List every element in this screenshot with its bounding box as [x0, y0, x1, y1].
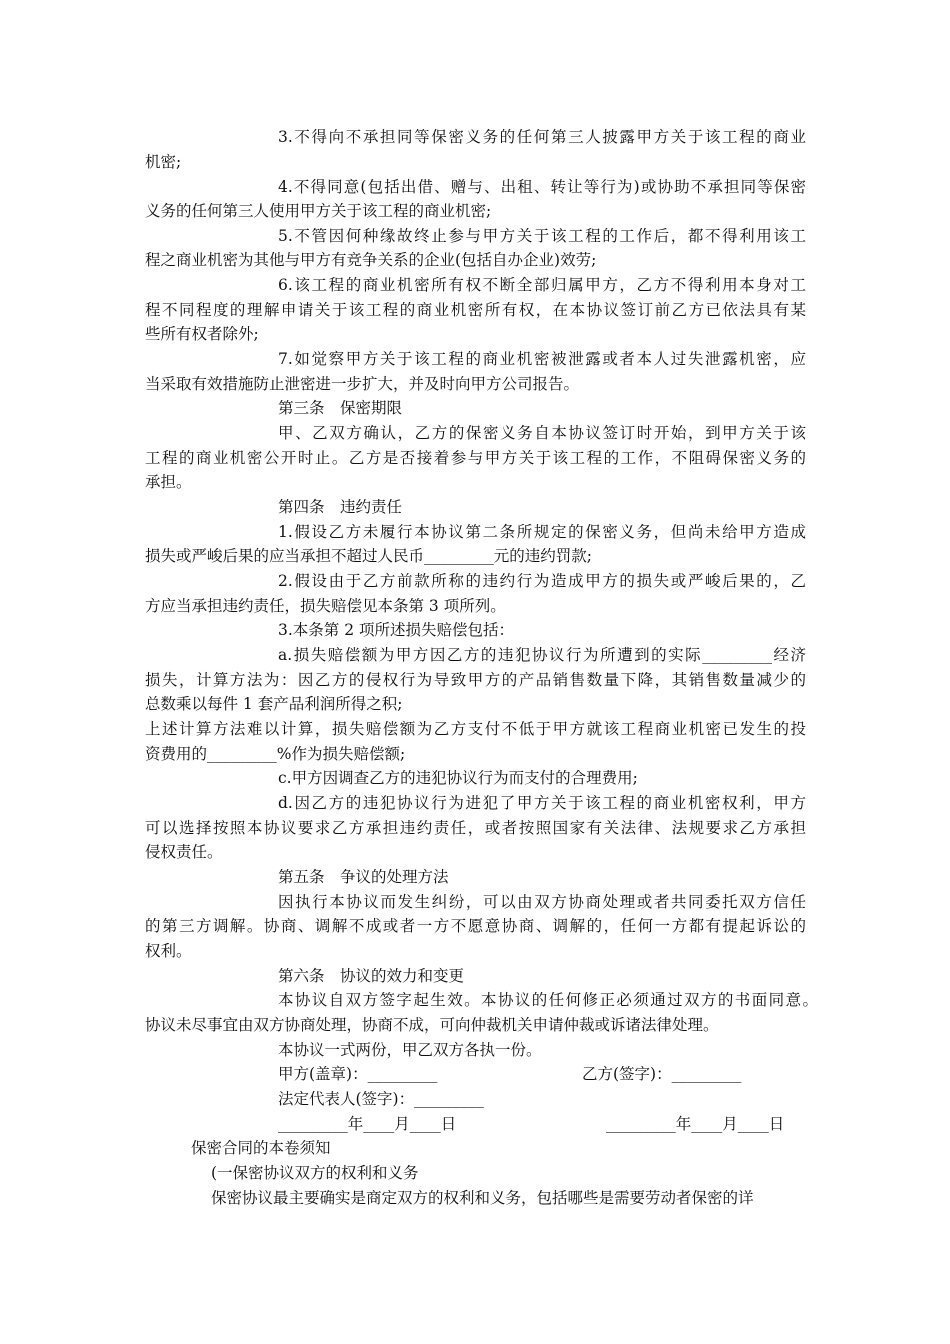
clause-line: 因执行本协议而发生纠纷，可以由双方协商处理或者共同委托双方信任: [278, 893, 806, 911]
clause-line: 机密;: [145, 153, 182, 171]
party-b-date-line: _________年____月____日: [606, 1115, 785, 1133]
clause-line: 协议未尽事宜由双方协商处理，协商不成，可向仲裁机关申请仲裁或诉诸法律处理。: [145, 1016, 719, 1034]
clause-line: 当采取有效措施防止泄密进一步扩大，并及时向甲方公司报告。: [145, 375, 580, 393]
clause-line: 甲、乙双方确认，乙方的保密义务自本协议签订时开始，到甲方关于该: [278, 424, 806, 442]
clause-line: d.因乙方的违犯协议行为进犯了甲方关于该工程的商业机密权利，甲方: [278, 794, 806, 812]
clause-line: 方应当承担违约责任，损失赔偿见本条第 3 项所列。: [145, 597, 506, 615]
party-b-signature-line: 乙方(签字)：_________: [582, 1065, 742, 1083]
clause-line: 义务的任何第三人使用甲方关于该工程的商业机密;: [145, 202, 492, 220]
clause-line: 权利。: [145, 942, 192, 960]
clause-line: a.损失赔偿额为甲方因乙方的违犯协议行为所遭到的实际_________经济: [278, 646, 806, 664]
clause-line: 1.假设乙方未履行本协议第二条所规定的保密义务，但尚未给甲方造成: [278, 523, 806, 541]
legal-representative-line: 法定代表人(签字)：_________: [278, 1090, 484, 1108]
clause-line: 5.不管因何种缘故终止参与甲方关于该工程的工作后，都不得利用该工: [278, 227, 806, 245]
clause-line: 4.不得同意(包括出借、赠与、出租、转让等行为)或协助不承担同等保密: [278, 178, 806, 196]
clause-line: 7.如觉察甲方关于该工程的商业机密被泄露或者本人过失泄露机密，应: [278, 350, 806, 368]
article-heading: 第四条 违约责任: [278, 498, 403, 516]
clause-line: 程之商业机密为其他与甲方有竞争关系的企业(包括自办企业)效劳;: [145, 251, 597, 269]
clause-line: 本协议自双方签字起生效。本协议的任何修正必须通过双方的书面同意。: [278, 991, 818, 1009]
clause-line: 的第三方调解。协商、调解不成或者一方不愿意协商、调解的，任何一方都有提起诉讼的: [145, 917, 806, 935]
section-title: 保密合同的本卷须知: [191, 1139, 331, 1157]
clause-line: 6.该工程的商业机密所有权不断全部归属甲方，乙方不得利用本身对工: [278, 276, 806, 294]
clause-line: 2.假设由于乙方前款所称的违约行为造成甲方的损失或严峻后果的，乙: [278, 572, 806, 590]
clause-line: 些所有权者除外;: [145, 325, 259, 343]
party-a-seal-line: 甲方(盖章)：_________: [278, 1065, 438, 1083]
clause-line: 可以选择按照本协议要求乙方承担违约责任，或者按照国家有关法律、法规要求乙方承担: [145, 819, 806, 837]
article-heading: 第五条 争议的处理方法: [278, 868, 449, 886]
clause-line: 程不同程度的理解申请关于该工程的商业机密所有权，在本协议签订前乙方已依法具有某: [145, 301, 806, 319]
clause-line: 工程的商业机密公开时止。乙方是否接着参与甲方关于该工程的工作，不阻碍保密义务的: [145, 449, 806, 467]
clause-line: 3.不得向不承担同等保密义务的任何第三人披露甲方关于该工程的商业: [278, 128, 806, 146]
clause-line: 本协议一式两份，甲乙双方各执一份。: [278, 1041, 542, 1059]
article-heading: 第六条 协议的效力和变更: [278, 967, 465, 985]
clause-line: 总数乘以每件 1 套产品利润所得之积;: [145, 695, 403, 713]
clause-line: 资费用的_________%作为损失赔偿额;: [145, 745, 406, 763]
clause-line: 损失，计算方法为：因乙方的侵权行为导致甲方的产品销售数量下降，其销售数量减少的: [145, 671, 806, 689]
clause-line: 上述计算方法难以计算，损失赔偿额为乙方支付不低于甲方就该工程商业机密已发生的投: [145, 720, 806, 738]
clause-line: 损失或严峻后果的应当承担不超过人民币_________元的违约罚款;: [145, 547, 592, 565]
clause-line: 承担。: [145, 473, 192, 491]
clause-line: 3.本条第 2 项所述损失赔偿包括：: [278, 621, 515, 639]
party-a-date-line: _________年____月____日: [278, 1115, 457, 1133]
subsection-title: (一保密协议双方的权利和义务: [211, 1164, 419, 1182]
clause-line: 侵权责任。: [145, 843, 223, 861]
clause-line: c.甲方因调查乙方的违犯协议行为而支付的合理费用;: [278, 769, 638, 787]
article-heading: 第三条 保密期限: [278, 399, 403, 417]
clause-line: 保密协议最主要确实是商定双方的权利和义务，包括哪些是需要劳动者保密的详: [211, 1189, 754, 1207]
